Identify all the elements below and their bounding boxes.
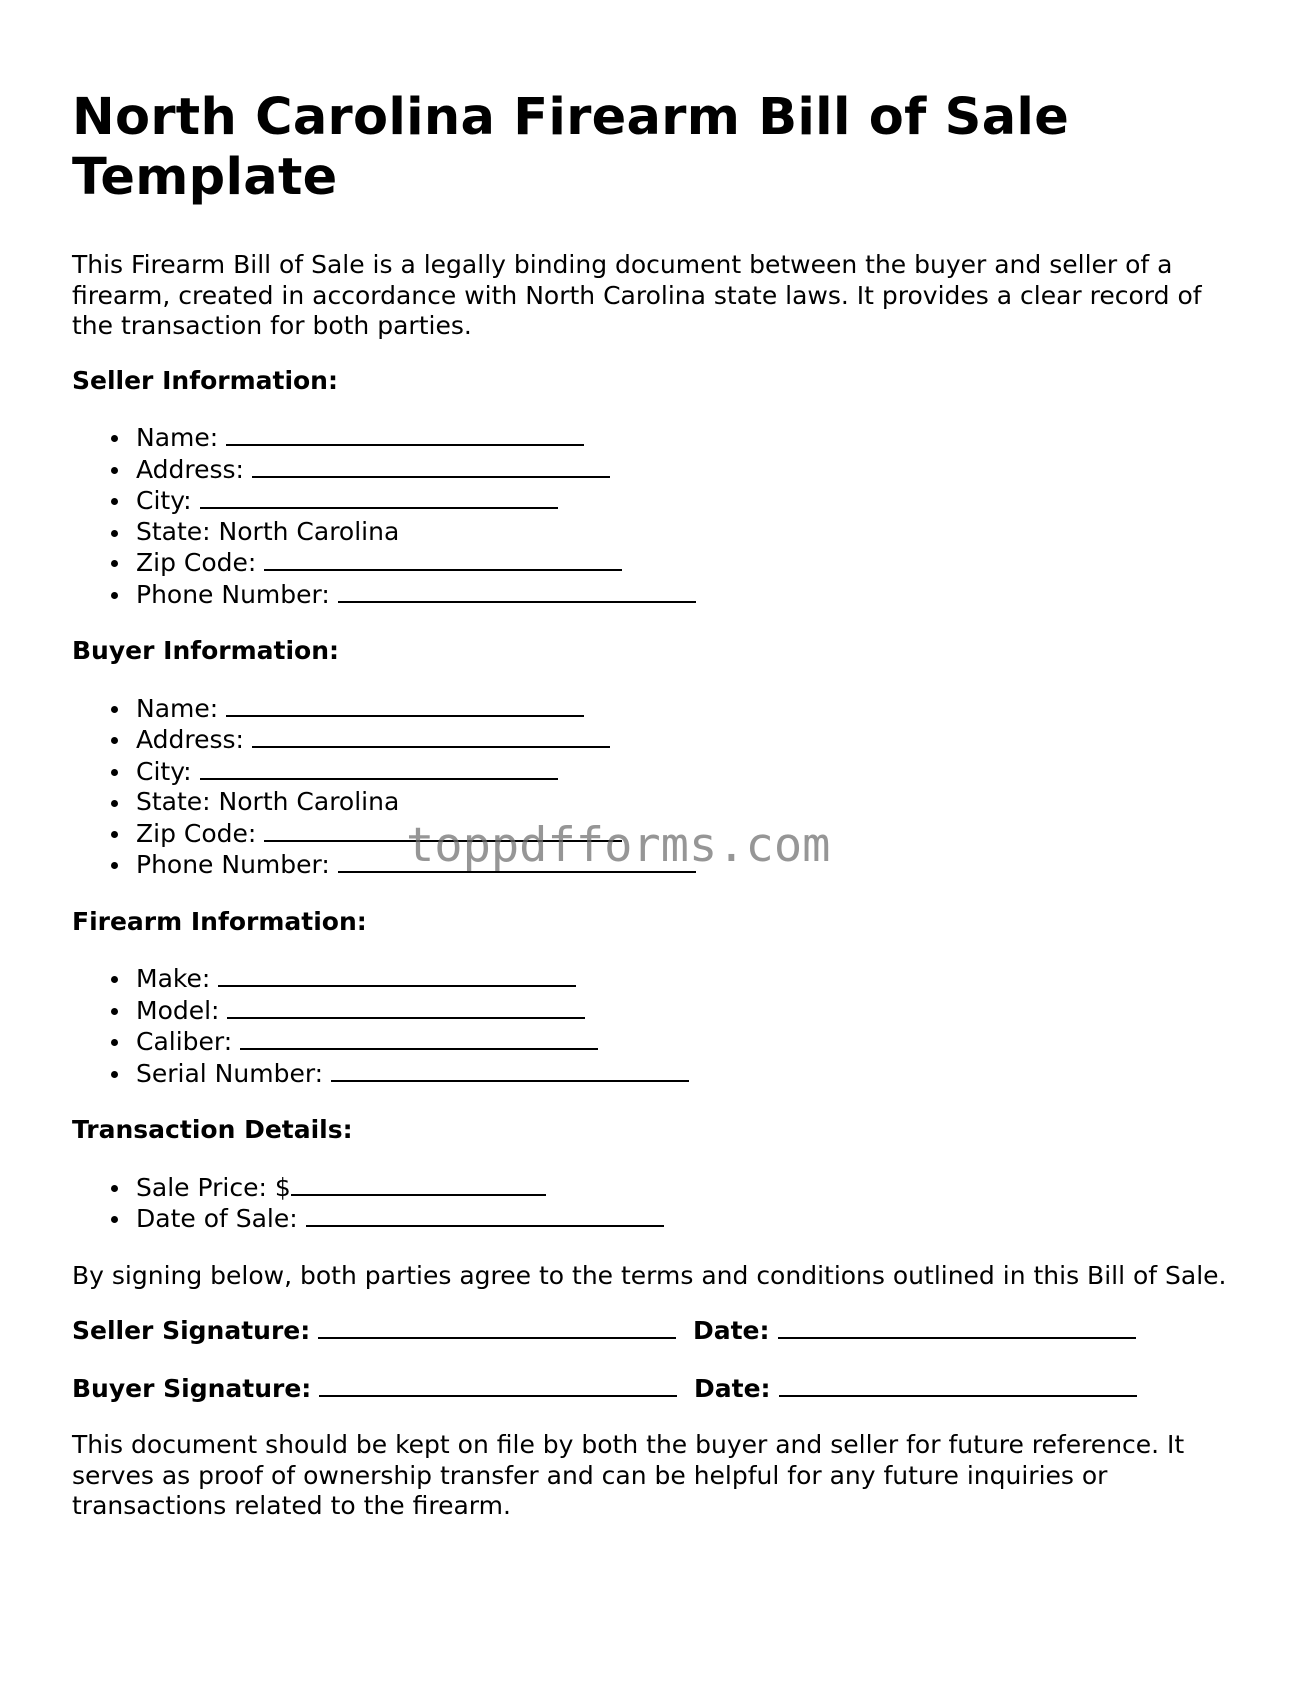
buyer-signature-line <box>72 1373 1232 1405</box>
firearm-model-item <box>136 995 1232 1027</box>
seller-name-field[interactable] <box>226 422 584 446</box>
footer-paragraph: This document should be kept on file by both the buyer and seller for future reference. It serves as proof of ownership transfer and can be helpful for any future inquiries or transactions related to the firearm. <box>72 1430 1185 1520</box>
firearm-caliber-field[interactable] <box>240 1026 598 1050</box>
firearm-serial-field[interactable] <box>331 1058 689 1082</box>
sale-price-field[interactable] <box>291 1172 546 1196</box>
transaction-list <box>72 1172 1232 1235</box>
seller-state-text: State: North Carolina <box>136 516 400 546</box>
sale-price-label: Sale Price: $ <box>136 1172 291 1202</box>
firearm-model-field[interactable] <box>227 995 585 1019</box>
seller-phone-field[interactable] <box>338 579 696 603</box>
buyer-address-label: Address: <box>136 725 244 754</box>
agreement-paragraph: By signing below, both parties agree to the terms and conditions outlined in this Bill of Sale. <box>72 1260 1227 1290</box>
intro-paragraph: This Firearm Bill of Sale is a legally binding document between the buyer and seller of a firearm, created in accordance with North Carolina state laws. It provides a clear record of the transaction for both parties. <box>72 250 1202 340</box>
buyer-list <box>72 693 1232 881</box>
seller-signature-field[interactable] <box>318 1315 676 1339</box>
seller-heading: Seller Information: <box>72 365 338 395</box>
firearm-make-label: Make: <box>136 964 211 993</box>
page-title: North Carolina Firearm Bill of Sale Template <box>72 88 1070 207</box>
buyer-city-field[interactable] <box>200 756 558 780</box>
seller-signature-label: Seller Signature: <box>72 1316 311 1345</box>
buyer-state-item <box>136 787 1232 818</box>
buyer-zip-field[interactable] <box>264 818 622 842</box>
buyer-zip-label: Zip Code: <box>136 818 257 848</box>
sale-date-label: Date of Sale: <box>136 1204 298 1233</box>
seller-zip-label: Zip Code: <box>136 548 257 577</box>
buyer-date-field[interactable] <box>779 1373 1137 1397</box>
seller-city-label: City: <box>136 486 192 515</box>
buyer-city-label: City: <box>136 756 192 786</box>
seller-city-field[interactable] <box>200 485 558 509</box>
seller-phone-label: Phone Number: <box>136 579 330 609</box>
buyer-phone-label: Phone Number: <box>136 850 330 879</box>
firearm-make-field[interactable] <box>218 963 576 987</box>
seller-phone-item <box>136 579 1232 611</box>
buyer-address-field[interactable] <box>252 724 610 748</box>
buyer-zip-item <box>136 818 1232 850</box>
seller-signature-line <box>72 1315 1232 1347</box>
buyer-phone-field[interactable] <box>338 849 696 873</box>
seller-address-item <box>136 454 1232 486</box>
seller-zip-item <box>136 547 1232 579</box>
buyer-city-item <box>136 756 1232 788</box>
buyer-heading: Buyer Information: <box>72 636 340 665</box>
buyer-name-item <box>136 693 1232 725</box>
seller-name-item <box>136 422 1232 454</box>
watermark: toppdfforms.com <box>406 818 831 873</box>
seller-name-label: Name: <box>136 423 219 452</box>
firearm-make-item <box>136 963 1232 995</box>
seller-list <box>72 422 1232 610</box>
seller-city-item <box>136 485 1232 517</box>
seller-address-label: Address: <box>136 454 244 484</box>
buyer-address-item <box>136 724 1232 756</box>
buyer-date-label: Date: <box>694 1373 771 1403</box>
buyer-signature-label: Buyer Signature: <box>72 1373 312 1403</box>
seller-state-item <box>136 517 1232 548</box>
firearm-caliber-item <box>136 1026 1232 1058</box>
buyer-phone-item <box>136 849 1232 881</box>
buyer-signature-field[interactable] <box>319 1373 677 1397</box>
seller-date-field[interactable] <box>778 1315 1136 1339</box>
firearm-serial-label: Serial Number: <box>136 1058 324 1088</box>
sale-date-field[interactable] <box>306 1203 664 1227</box>
firearm-caliber-label: Caliber: <box>136 1027 233 1056</box>
sale-price-item <box>136 1172 1232 1204</box>
firearm-heading: Firearm Information: <box>72 906 367 936</box>
firearm-model-label: Model: <box>136 995 220 1025</box>
seller-zip-field[interactable] <box>264 547 622 571</box>
firearm-list <box>72 963 1232 1089</box>
document-page <box>72 88 1232 1522</box>
buyer-name-label: Name: <box>136 693 219 723</box>
seller-address-field[interactable] <box>252 454 610 478</box>
firearm-serial-item <box>136 1058 1232 1090</box>
buyer-state-text: State: North Carolina <box>136 787 400 816</box>
seller-date-label: Date: <box>692 1316 770 1345</box>
sale-date-item <box>136 1203 1232 1235</box>
buyer-name-field[interactable] <box>226 693 584 717</box>
transaction-heading: Transaction Details: <box>72 1115 353 1144</box>
